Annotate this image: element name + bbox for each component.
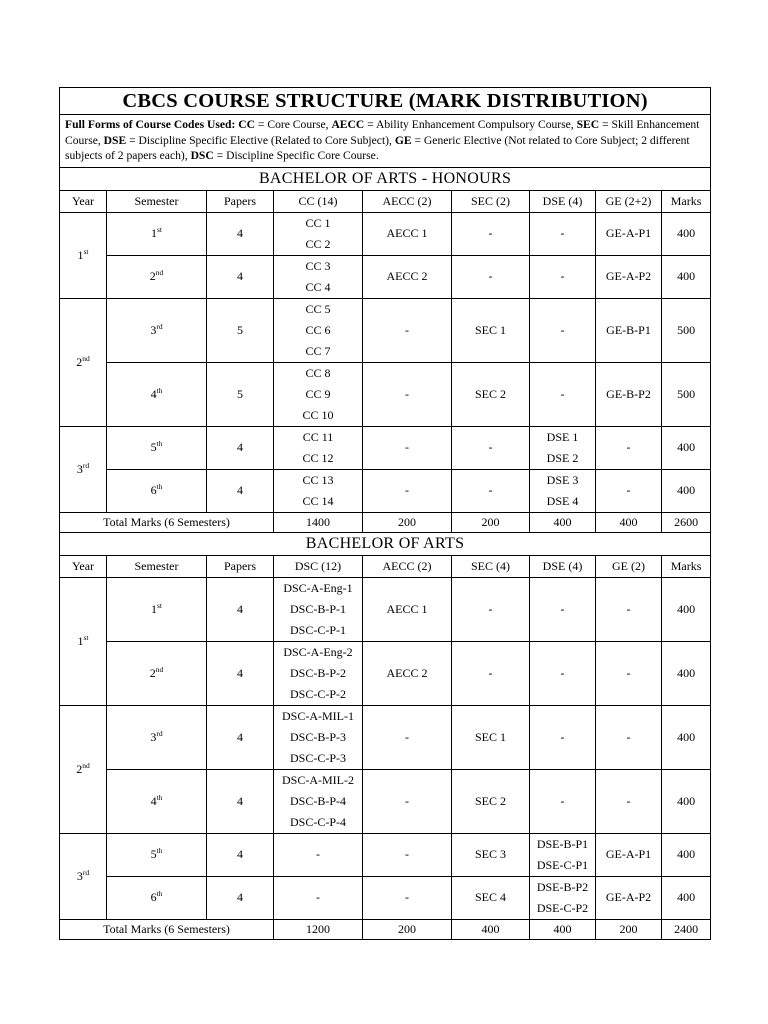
ge-cell: GE-A-P2	[596, 876, 662, 919]
year-cell	[60, 212, 107, 298]
papers-cell: 4	[207, 705, 274, 769]
dse-course: DSE-B-P1	[536, 836, 589, 851]
semester-cell	[107, 426, 207, 469]
core-course: CC 3	[305, 258, 331, 273]
core-course: DSC-C-P-1	[289, 622, 346, 637]
ordinal-number: 1	[150, 601, 157, 616]
dse-course: DSE-C-P1	[536, 857, 589, 872]
dse-course: DSE 2	[546, 450, 579, 465]
core-courses-cell	[274, 255, 363, 298]
papers-cell: 4	[207, 212, 274, 255]
total-marks-value: 400	[530, 919, 596, 939]
ordinal-suffix: th	[156, 439, 163, 448]
core-course: CC 2	[305, 236, 331, 251]
column-header: SEC (2)	[452, 190, 530, 212]
ordinal-number: 2	[149, 665, 156, 680]
ordinal-suffix: st	[83, 632, 89, 642]
legend-definition: = Core Course,	[255, 118, 332, 131]
dse-cell	[530, 469, 596, 512]
dse-cell	[530, 641, 596, 705]
marks-cell: 400	[662, 212, 711, 255]
sec-cell: -	[452, 577, 530, 641]
ordinal-suffix: rd	[82, 867, 90, 877]
total-marks-value: 1400	[274, 512, 363, 532]
dse-course: -	[560, 601, 565, 616]
core-courses-cell	[274, 769, 363, 833]
course-structure-table	[59, 87, 711, 940]
aecc-cell: AECC 1	[363, 212, 452, 255]
core-course: DSC-C-P-2	[289, 686, 346, 701]
ordinal-suffix: nd	[82, 353, 90, 363]
legend-code: SEC	[576, 118, 600, 131]
total-marks-value: 400	[452, 919, 530, 939]
dse-cell	[530, 577, 596, 641]
column-header: CC (14)	[274, 190, 363, 212]
core-course: -	[316, 890, 320, 904]
dse-course: DSE 3	[546, 472, 579, 487]
column-header: Semester	[107, 555, 207, 577]
marks-cell: 400	[662, 705, 711, 769]
dse-cell	[530, 212, 596, 255]
ordinal-suffix: th	[156, 846, 163, 855]
semester-cell	[107, 876, 207, 919]
aecc-cell: -	[363, 298, 452, 362]
core-course: CC 14	[302, 493, 334, 508]
column-header: DSC (12)	[274, 555, 363, 577]
column-header-row	[60, 555, 711, 577]
aecc-cell: AECC 2	[363, 641, 452, 705]
table-row	[60, 577, 711, 641]
core-courses-cell	[274, 577, 363, 641]
year-cell	[60, 426, 107, 512]
aecc-cell: AECC 2	[363, 255, 452, 298]
column-header: Papers	[207, 190, 274, 212]
dse-course: -	[560, 322, 565, 337]
dse-course: -	[560, 729, 565, 744]
ordinal-suffix: st	[156, 225, 162, 234]
marks-cell: 400	[662, 577, 711, 641]
year-cell	[60, 298, 107, 426]
legend-code: DSE	[103, 133, 127, 147]
legend-definition: = Generic Elective (Not related to Core Subject; 2 different subjects of 2 papers each),	[65, 133, 690, 162]
marks-cell: 400	[662, 469, 711, 512]
aecc-cell: -	[363, 769, 452, 833]
column-header: DSE (4)	[530, 555, 596, 577]
column-header: Year	[60, 555, 107, 577]
core-courses-cell	[274, 212, 363, 255]
core-course: DSC-A-MIL-1	[282, 708, 354, 723]
semester-cell	[107, 212, 207, 255]
core-course: DSC-B-P-4	[289, 793, 346, 808]
core-courses-cell	[274, 426, 363, 469]
dse-cell	[530, 705, 596, 769]
total-marks-value: 2600	[662, 512, 711, 532]
ordinal-number: 1	[150, 226, 157, 240]
core-courses-cell	[274, 641, 363, 705]
legend-code: AECC	[331, 118, 365, 131]
ordinal-number: 6	[150, 483, 157, 497]
year-cell	[60, 577, 107, 705]
total-marks-label: Total Marks (6 Semesters)	[60, 512, 274, 532]
total-marks-value: 200	[596, 919, 662, 939]
legend-definition: = Skill Enhancement Course,	[65, 118, 700, 147]
legend-lead: Full Forms of Course Codes Used:	[65, 118, 236, 131]
papers-cell: 4	[207, 577, 274, 641]
ordinal-number: 3	[76, 461, 83, 476]
papers-cell: 5	[207, 362, 274, 426]
sec-cell: -	[452, 255, 530, 298]
dse-course: DSE-B-P2	[536, 879, 589, 894]
document	[59, 87, 710, 940]
papers-cell: 5	[207, 298, 274, 362]
sec-cell: -	[452, 469, 530, 512]
ordinal-suffix: rd	[82, 460, 90, 470]
dse-cell	[530, 769, 596, 833]
legend-definition: = Discipline Specific Elective (Related to Core Subject),	[126, 133, 395, 147]
dse-course: DSE 1	[546, 429, 579, 444]
semester-cell	[107, 298, 207, 362]
core-courses-cell	[274, 298, 363, 362]
core-course: CC 4	[305, 279, 331, 294]
semester-cell	[107, 769, 207, 833]
ordinal-suffix: th	[156, 385, 163, 395]
column-header: Semester	[107, 190, 207, 212]
papers-cell: 4	[207, 833, 274, 876]
ordinal-number: 3	[150, 322, 157, 337]
dse-cell	[530, 362, 596, 426]
total-marks-row	[60, 512, 711, 532]
marks-cell: 400	[662, 255, 711, 298]
ordinal-number: 3	[76, 868, 83, 883]
sec-cell: SEC 2	[452, 362, 530, 426]
table-row	[60, 469, 711, 512]
year-cell	[60, 705, 107, 833]
section-heading-row	[60, 532, 711, 555]
core-course: DSC-C-P-3	[289, 750, 346, 765]
marks-cell: 400	[662, 641, 711, 705]
papers-cell: 4	[207, 426, 274, 469]
sec-cell: -	[452, 641, 530, 705]
total-marks-value: 400	[596, 512, 662, 532]
core-course: CC 9	[305, 386, 331, 401]
core-course: DSC-B-P-2	[289, 665, 346, 680]
legend-definition: = Ability Enhancement Compulsory Course,	[364, 118, 577, 131]
table-row	[60, 769, 711, 833]
aecc-cell: -	[363, 705, 452, 769]
core-course: CC 11	[302, 429, 334, 444]
dse-course: -	[560, 226, 565, 240]
section-heading: BACHELOR OF ARTS	[60, 532, 711, 555]
ordinal-suffix: st	[83, 246, 89, 256]
dse-cell	[530, 876, 596, 919]
column-header: GE (2+2)	[596, 190, 662, 212]
core-course: CC 6	[305, 322, 331, 337]
core-course: CC 12	[302, 450, 334, 465]
semester-cell	[107, 362, 207, 426]
column-header: AECC (2)	[363, 190, 452, 212]
dse-cell	[530, 833, 596, 876]
core-course: CC 8	[305, 365, 331, 380]
marks-cell: 400	[662, 426, 711, 469]
ordinal-number: 4	[150, 793, 157, 808]
semester-cell	[107, 641, 207, 705]
table-row	[60, 298, 711, 362]
semester-cell	[107, 833, 207, 876]
aecc-cell: -	[363, 362, 452, 426]
marks-cell: 500	[662, 362, 711, 426]
ordinal-number: 2	[149, 269, 156, 283]
column-header: SEC (4)	[452, 555, 530, 577]
ge-cell: GE-A-P2	[596, 255, 662, 298]
ge-cell: -	[596, 577, 662, 641]
marks-cell: 400	[662, 769, 711, 833]
dse-cell	[530, 298, 596, 362]
papers-cell: 4	[207, 769, 274, 833]
dse-course: -	[560, 386, 565, 401]
ordinal-suffix: nd	[82, 760, 90, 770]
course-code-legend	[60, 115, 711, 168]
core-courses-cell	[274, 705, 363, 769]
legend-code: GE	[394, 133, 412, 147]
table-row	[60, 426, 711, 469]
ordinal-suffix: rd	[156, 321, 163, 331]
marks-cell: 400	[662, 876, 711, 919]
semester-cell	[107, 705, 207, 769]
aecc-cell: -	[363, 426, 452, 469]
core-course: CC 7	[305, 343, 331, 358]
sec-cell: SEC 1	[452, 298, 530, 362]
ge-cell: -	[596, 769, 662, 833]
papers-cell: 4	[207, 641, 274, 705]
core-courses-cell	[274, 833, 363, 876]
column-header: DSE (4)	[530, 190, 596, 212]
ordinal-suffix: st	[156, 600, 162, 610]
table-row	[60, 255, 711, 298]
sec-cell: SEC 3	[452, 833, 530, 876]
ordinal-number: 5	[150, 847, 157, 861]
ordinal-number: 5	[150, 440, 157, 454]
core-courses-cell	[274, 469, 363, 512]
total-marks-value: 200	[452, 512, 530, 532]
ordinal-suffix: nd	[155, 268, 164, 277]
aecc-cell: -	[363, 469, 452, 512]
core-courses-cell	[274, 362, 363, 426]
core-course: CC 1	[305, 215, 331, 230]
ordinal-suffix: th	[156, 792, 163, 802]
marks-cell: 400	[662, 833, 711, 876]
sec-cell: SEC 2	[452, 769, 530, 833]
ordinal-number: 2	[76, 354, 83, 369]
ge-cell: GE-A-P1	[596, 212, 662, 255]
semester-cell	[107, 469, 207, 512]
ge-cell: GE-A-P1	[596, 833, 662, 876]
ordinal-number: 4	[150, 386, 157, 401]
legend-code: CC	[238, 118, 256, 131]
core-course: CC 10	[302, 407, 334, 422]
papers-cell: 4	[207, 255, 274, 298]
table-row	[60, 833, 711, 876]
table-row	[60, 705, 711, 769]
section-heading-row	[60, 167, 711, 190]
ordinal-number: 1	[77, 633, 84, 648]
semester-cell	[107, 255, 207, 298]
dse-cell	[530, 426, 596, 469]
sec-cell: SEC 4	[452, 876, 530, 919]
dse-course: -	[560, 665, 565, 680]
column-header: Marks	[662, 190, 711, 212]
ordinal-suffix: rd	[156, 728, 163, 738]
ge-cell: -	[596, 426, 662, 469]
core-course: DSC-B-P-1	[289, 601, 346, 616]
total-marks-value: 200	[363, 512, 452, 532]
ordinal-suffix: th	[156, 889, 163, 898]
table-row	[60, 362, 711, 426]
core-course: -	[316, 847, 320, 861]
column-header: Year	[60, 190, 107, 212]
total-marks-value: 1200	[274, 919, 363, 939]
core-course: CC 13	[302, 472, 334, 487]
total-marks-row	[60, 919, 711, 939]
page-title: CBCS COURSE STRUCTURE (MARK DISTRIBUTION)	[60, 88, 711, 115]
aecc-cell: -	[363, 876, 452, 919]
ordinal-number: 2	[76, 761, 83, 776]
total-marks-value: 400	[530, 512, 596, 532]
column-header: AECC (2)	[363, 555, 452, 577]
core-courses-cell	[274, 876, 363, 919]
year-cell	[60, 833, 107, 919]
dse-course: -	[560, 793, 565, 808]
column-header-row	[60, 190, 711, 212]
total-marks-label: Total Marks (6 Semesters)	[60, 919, 274, 939]
column-header: GE (2)	[596, 555, 662, 577]
dse-course: DSE 4	[546, 493, 579, 508]
column-header: Marks	[662, 555, 711, 577]
sec-cell: -	[452, 212, 530, 255]
core-course: DSC-A-Eng-1	[283, 580, 353, 595]
dse-course: DSE-C-P2	[536, 900, 589, 915]
semester-cell	[107, 577, 207, 641]
papers-cell: 4	[207, 876, 274, 919]
ge-cell: -	[596, 705, 662, 769]
ge-cell: GE-B-P2	[596, 362, 662, 426]
legend-definition: = Discipline Specific Core Course.	[213, 149, 379, 162]
ge-cell: -	[596, 469, 662, 512]
dse-cell	[530, 255, 596, 298]
section-heading: BACHELOR OF ARTS - HONOURS	[60, 167, 711, 190]
core-course: DSC-A-MIL-2	[282, 772, 354, 787]
core-course: DSC-C-P-4	[289, 814, 346, 829]
legend-code: DSC	[190, 149, 214, 162]
dse-course: -	[560, 269, 565, 283]
ordinal-suffix: nd	[155, 664, 164, 674]
aecc-cell: -	[363, 833, 452, 876]
sec-cell: SEC 1	[452, 705, 530, 769]
total-marks-value: 2400	[662, 919, 711, 939]
sec-cell: -	[452, 426, 530, 469]
ordinal-number: 1	[77, 247, 84, 262]
aecc-cell: AECC 1	[363, 577, 452, 641]
table-row	[60, 876, 711, 919]
core-course: DSC-A-Eng-2	[283, 644, 353, 659]
ordinal-number: 3	[150, 729, 157, 744]
marks-cell: 500	[662, 298, 711, 362]
total-marks-value: 200	[363, 919, 452, 939]
papers-cell: 4	[207, 469, 274, 512]
core-course: DSC-B-P-3	[289, 729, 346, 744]
column-header: Papers	[207, 555, 274, 577]
ge-cell: GE-B-P1	[596, 298, 662, 362]
core-course: CC 5	[305, 301, 331, 316]
ge-cell: -	[596, 641, 662, 705]
table-row	[60, 212, 711, 255]
ordinal-number: 6	[150, 890, 157, 904]
ordinal-suffix: th	[156, 482, 163, 491]
table-row	[60, 641, 711, 705]
